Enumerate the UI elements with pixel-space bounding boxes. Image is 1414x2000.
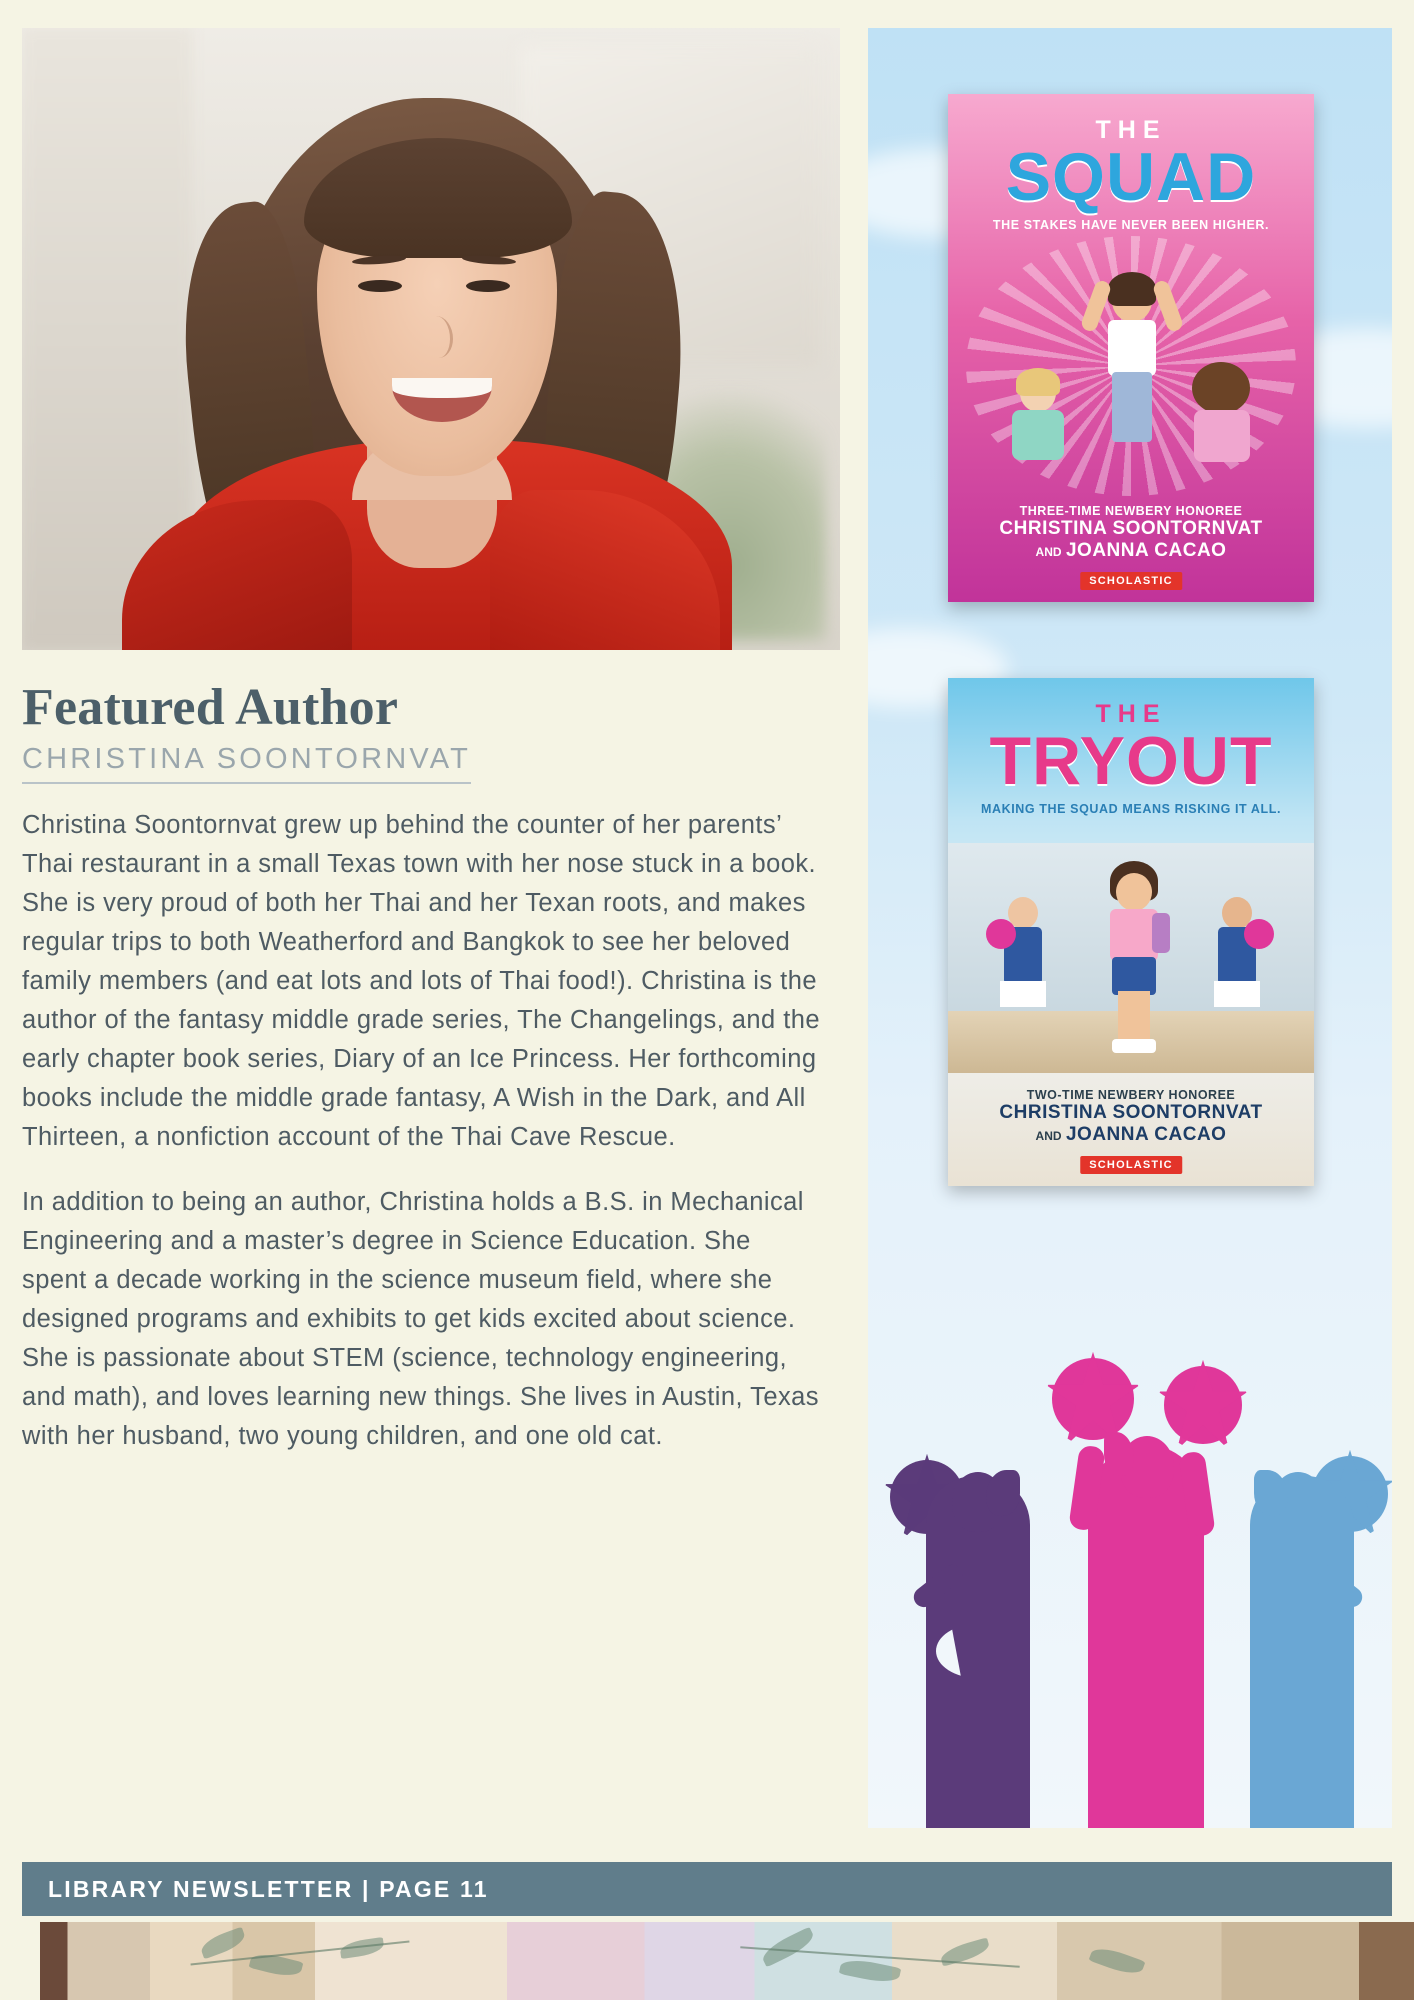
photo-nose (422, 316, 453, 358)
book-tagline: MAKING THE SQUAD MEANS RISKING IT ALL. (980, 801, 1282, 816)
book-tagline: THE STAKES HAVE NEVER BEEN HIGHER. (992, 217, 1270, 232)
squad-cover-art (948, 244, 1314, 484)
book-the-label: THE (1095, 116, 1167, 144)
tryout-left-skirt (1000, 981, 1046, 1007)
squad-figure-center (1094, 262, 1170, 452)
tryout-center-backpack (1152, 913, 1170, 953)
book-cover-the-tryout[interactable] (948, 678, 1314, 1186)
photo-eye-left (358, 280, 402, 292)
book-honoree: TWO-TIME NEWBERY HONOREE (1026, 1088, 1236, 1102)
book-author-group (948, 1124, 1314, 1146)
band-leaf-7 (1089, 1943, 1146, 1978)
book-cover-the-squad[interactable] (948, 94, 1314, 602)
tryout-center-shoes (1112, 1039, 1156, 1053)
tryout-center-shorts (1112, 957, 1156, 995)
page-title: Featured Author (22, 679, 399, 736)
book-title: SQUAD (1005, 139, 1257, 215)
book-author: CHRISTINA SOONTORNVAT (999, 1102, 1263, 1123)
cheerleader-blue (1220, 1408, 1392, 1828)
tryout-center-legs (1118, 991, 1150, 1043)
book-the-label: THE (1095, 700, 1167, 728)
author-photo (22, 28, 840, 650)
decorative-bottom-band (40, 1922, 1414, 2000)
footer-label: LIBRARY NEWSLETTER | PAGE 11 (48, 1875, 489, 1902)
book-honoree: THREE-TIME NEWBERY HONOREE (1019, 504, 1243, 518)
squad-center-shirt (1108, 320, 1156, 376)
tryout-center-head (1116, 873, 1152, 911)
author-name-subhead: CHRISTINA SOONTORNVAT (22, 743, 471, 784)
silhouette-pink-ponytail (1104, 1432, 1134, 1476)
squad-figure-left (1004, 370, 1074, 480)
book-credits (948, 1088, 1314, 1146)
cheerleader-purple (890, 1408, 1050, 1828)
book-illustrator: JOANNA CACAO (1065, 1124, 1227, 1145)
book-credits (948, 504, 1314, 562)
tryout-left-pom (986, 919, 1016, 949)
tryout-right-pom (1244, 919, 1274, 949)
tryout-cover-art (948, 843, 1314, 1073)
squad-right-hair (1192, 362, 1250, 414)
article-paragraph-1: Christina Soontornvat grew up behind the counter of her parents’ Thai restaurant in a small Texas town with her nose stuck in a book. She is very proud of both her Thai and her Texan roots, and makes regular trips to both Weatherford and Bangkok to see her beloved family members (and eat lots and lots of Thai food!). Christina is the author of the fantasy middle grade series, The Changelings, and the early chapter book series, Diary of an Ice Princess. Her forthcoming books include the middle grade fantasy, A Wish in the Dark, and All Thirteen, a nonfiction account of the Thai Cave Rescue. (22, 811, 821, 1151)
squad-left-hair (1016, 368, 1060, 396)
band-leaf-4 (759, 1927, 817, 1968)
tryout-figure-left (990, 885, 1054, 1061)
book-author: CHRISTINA SOONTORNVAT (999, 518, 1263, 539)
squad-left-shirt (1012, 410, 1064, 460)
band-leaf-1 (198, 1927, 247, 1960)
squad-figure-right (1184, 364, 1260, 482)
books-column (868, 28, 1392, 1828)
photo-teeth (392, 378, 492, 398)
squad-right-shirt (1194, 410, 1250, 462)
cheerleader-illustration (868, 1308, 1392, 1828)
book-illustrator: JOANNA CACAO (1065, 540, 1227, 561)
article-column (22, 28, 840, 1482)
publisher-logo: SCHOLASTIC (1080, 572, 1182, 590)
tryout-figure-center (1096, 861, 1172, 1061)
photo-eye-right (466, 280, 510, 292)
footer-bar (22, 1862, 1392, 1916)
squad-center-jeans (1112, 372, 1152, 442)
tryout-figure-right (1206, 885, 1270, 1061)
article-paragraph-2: In addition to being an author, Christina holds a B.S. in Mechanical Engineering and a master’s degree in Science Education. She spent a decade working in the science museum field, where she designed programs and exhibits to get kids excited about science. She is passionate about STEM (science, technology engineering, and math), and loves learning new things. She lives in Austin, Texas with her husband, two young children, and one old cat. (22, 1188, 819, 1450)
book-title: TRYOUT (989, 723, 1273, 799)
band-leaf-5 (839, 1956, 901, 1986)
book-author-group (948, 540, 1314, 562)
tryout-right-skirt (1214, 981, 1260, 1007)
tryout-center-shirt (1110, 909, 1158, 961)
book-and-label: AND (1035, 545, 1062, 559)
book-and-label: AND (1035, 1129, 1062, 1143)
squad-center-hair (1108, 272, 1156, 306)
pom-pom-pink-left (1052, 1358, 1134, 1440)
publisher-logo: SCHOLASTIC (1080, 1156, 1182, 1174)
